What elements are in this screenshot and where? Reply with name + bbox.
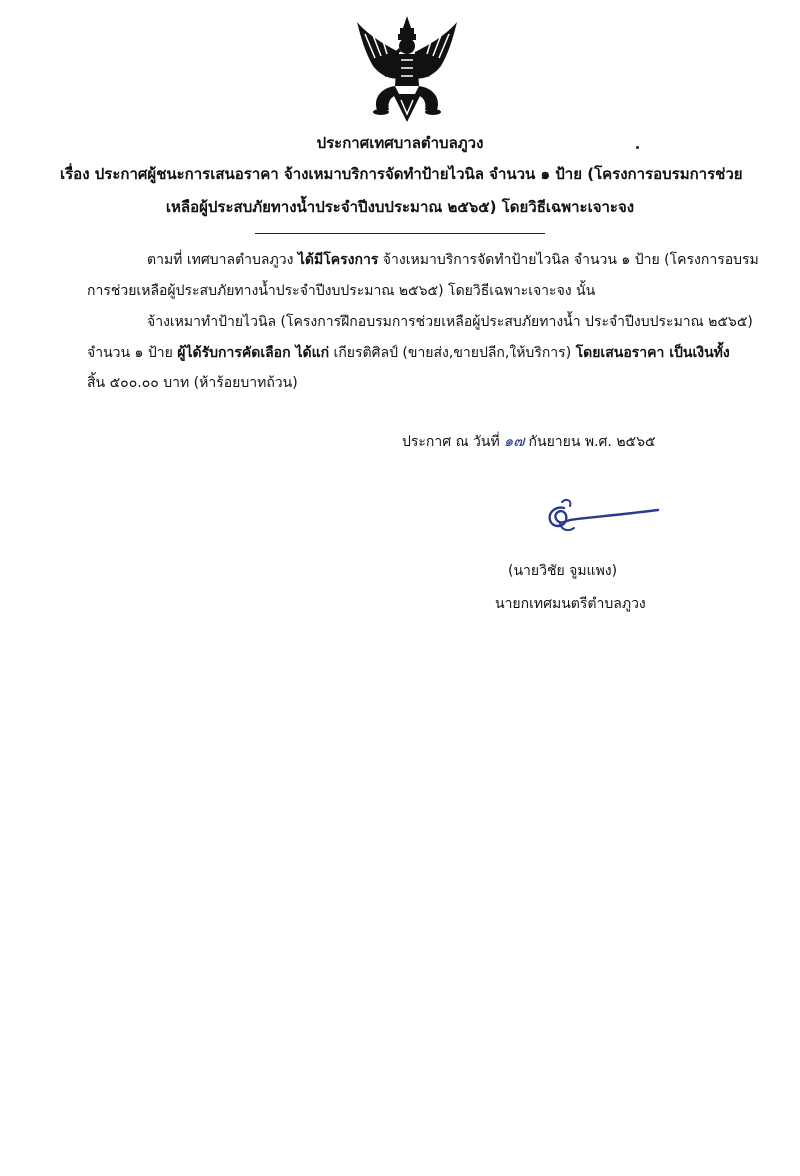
document-title: ประกาศเทศบาลตำบลภูวง	[316, 134, 484, 152]
signatory-name: (นายวิชัย จูมแพง)	[508, 563, 618, 579]
body-line-4-text-a: จำนวน ๑ ป้าย	[87, 345, 178, 361]
body-line-1-text-a: ตามที่ เทศบาลตำบลภูวง	[147, 252, 298, 268]
body-line-1-text-c: จ้างเหมาบริการจัดทำป้ายไวนิล จำนวน ๑ ป้าย (โครงการอบรม	[378, 252, 759, 268]
subject-line-2: เหลือผู้ประสบภัยทางน้ำประจำปีงบประมาณ ๒๕๖๕) โดยวิธีเฉพาะเจาะจง	[165, 198, 635, 216]
body-line-4-bold-selected: ผู้ได้รับการคัดเลือก ได้แก่	[177, 345, 330, 361]
body-line-3: จ้างเหมาทำป้ายไวนิล (โครงการฝึกอบรมการช่วยเหลือผู้ประสบภัยทางน้ำ ประจำปีงบประมาณ ๒๕๖๕)	[147, 314, 753, 330]
announcement-suffix: กันยายน พ.ศ. ๒๕๖๕	[528, 434, 656, 450]
announcement-day-handwritten: ๑๗	[503, 432, 525, 450]
announcement-date	[402, 430, 656, 453]
body-line-4-bold-price: โดยเสนอราคา เป็นเงินทั้ง	[575, 345, 730, 361]
body-line-5: สิ้น ๕๐๐.๐๐ บาท (ห้าร้อยบาทถ้วน)	[87, 375, 298, 391]
subject-line-1: เรื่อง ประกาศผู้ชนะการเสนอราคา จ้างเหมาบริการจัดทำป้ายไวนิล จำนวน ๑ ป้าย (โครงการอบรมการช่วย	[60, 165, 743, 183]
garuda-emblem-icon	[353, 14, 461, 124]
handwritten-signature	[540, 494, 662, 540]
body-line-4	[87, 342, 730, 364]
signatory-position: นายกเทศมนตรีตำบลภูวง	[495, 596, 646, 612]
body-line-1-bold: ได้มีโครงการ	[297, 252, 379, 268]
announcement-prefix: ประกาศ ณ วันที่	[402, 434, 500, 450]
body-line-2: การช่วยเหลือผู้ประสบภัยทางน้ำประจำปีงบประมาณ ๒๕๖๕) โดยวิธีเฉพาะเจาะจง นั้น	[87, 283, 596, 299]
title-divider	[255, 233, 545, 234]
body-line-1	[147, 249, 759, 271]
body-line-4-vendor: เกียรติศิลป์ (ขายส่ง,ขายปลีก,ให้บริการ)	[329, 345, 576, 361]
